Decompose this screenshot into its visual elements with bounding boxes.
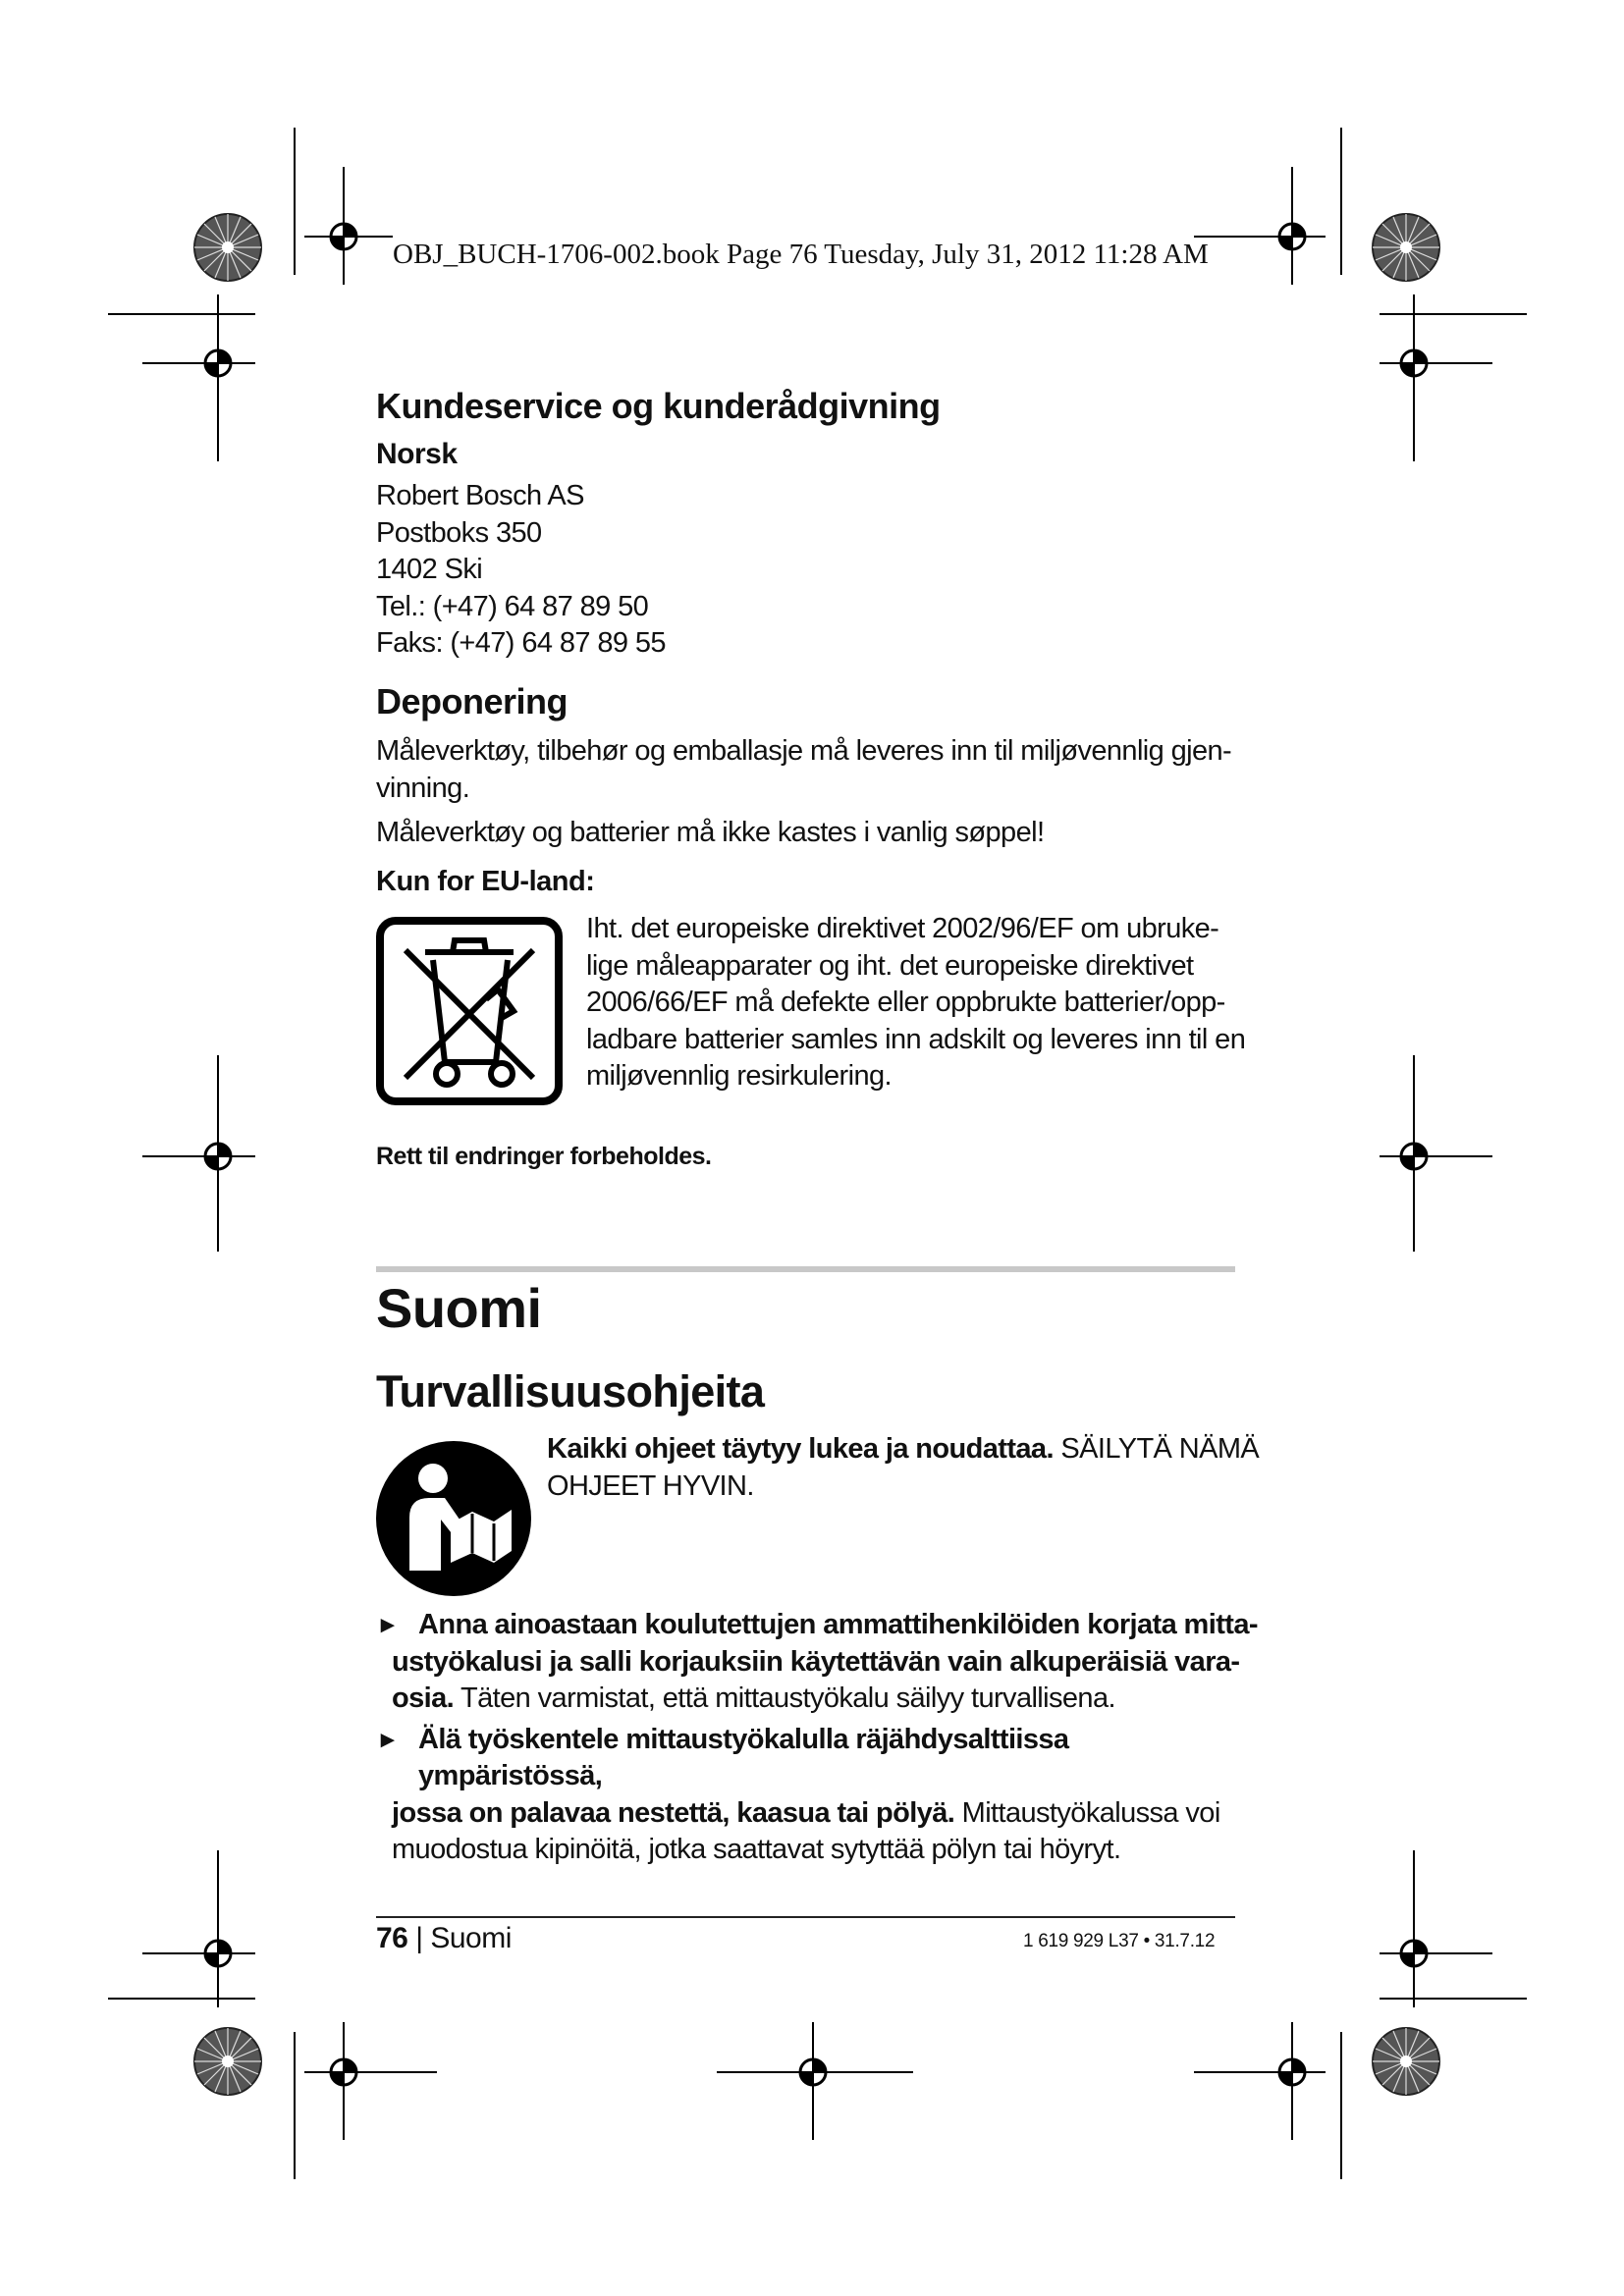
eu-heading: Kun for EU-land: [376,866,595,897]
read-instructions-text [547,1431,1259,1505]
service-heading: Kundeservice og kunderådgivning [376,386,941,426]
section-divider [376,1266,1235,1272]
text-line-rest: Mittaustyökalussa voi [954,1796,1220,1829]
print-header: OBJ_BUCH-1706-002.book Page 76 Tuesday, July 31, 2012 11:28 AM [393,239,1209,270]
service-country: Norsk [376,438,458,470]
disposal-heading: Deponering [376,681,568,721]
safety-bullet-list [376,1607,1260,1869]
text-line: miljøvennlig resirkulering. [586,1060,892,1092]
read-instructions-bold: Kaikki ohjeet täytyy lukea ja noudattaa. [547,1433,1054,1465]
text-line: ladbare batterier samles inn adskilt og leveres inn til en [586,1023,1246,1055]
read-instructions-rest: SÄILYTÄ NÄMÄ [1053,1433,1260,1465]
text-line-rest: Täten varmistat, että mittaustyökalu säilyy turvallisena. [454,1682,1115,1714]
phone-line: Tel.: (+47) 64 87 89 50 [376,590,649,622]
page-number: 76 [376,1922,408,1954]
bullet-arrow-icon: ► [376,1612,400,1638]
read-manual-icon [376,1441,531,1596]
text-line-bold: osia. [392,1682,455,1714]
text-line: ustyökalusi ja salli korjauksiin käytettävän vain alkuperäisiä vara- [392,1645,1240,1678]
eu-directive-text [586,911,1245,1095]
page-footer-left [376,1922,512,1955]
service-address [376,478,666,663]
fax-line: Faks: (+47) 64 87 89 55 [376,627,666,659]
change-notice: Rett til endringer forbeholdes. [376,1143,712,1170]
text-line: OHJEET HYVIN. [547,1469,754,1502]
safety-title: Turvallisuusohjeita [376,1366,765,1416]
footer-rule [376,1916,1235,1918]
text-line: muodostua kipinöitä, jotka saattavat sytyttää pölyn tai höyryt. [392,1834,1121,1865]
list-item [376,1722,1260,1869]
text-line-bold: jossa on palavaa nestettä, kaasua tai pölyä. [392,1796,955,1829]
doc-code: 1 619 929 L37 • 31.7.12 [1023,1931,1216,1951]
weee-crossed-bin-icon [376,917,563,1105]
address-line: 1402 Ski [376,554,483,585]
bullet-arrow-icon: ► [376,1726,400,1753]
text-line: vinning. [376,772,470,804]
text-line: 2006/66/EF må defekte eller oppbrukte batterier/opp- [586,987,1225,1018]
disposal-paragraph-2: Måleverktøy og batterier må ikke kastes i vanlig søppel! [376,817,1045,848]
text-line: Anna ainoastaan koulutettujen ammattihenkilöiden korjata mitta- [418,1609,1258,1640]
footer-separator: | [407,1922,431,1954]
text-line: Måleverktøy, tilbehør og emballasje må leveres inn til miljøvennlig gjen- [376,735,1232,767]
list-item [376,1607,1260,1718]
text-line: Iht. det europeiske direktivet 2002/96/EF om ubruke- [586,913,1219,944]
address-line: Robert Bosch AS [376,480,584,511]
language-title: Suomi [376,1277,542,1339]
footer-section: Suomi [430,1922,512,1954]
disposal-paragraph-1 [376,733,1231,807]
text-line: Älä työskentele mittaustyökalulla räjähdysalttiissa ympäristössä, [418,1723,1069,1791]
text-line: lige måleapparater og iht. det europeiske direktivet [586,949,1194,982]
address-line: Postboks 350 [376,516,542,549]
